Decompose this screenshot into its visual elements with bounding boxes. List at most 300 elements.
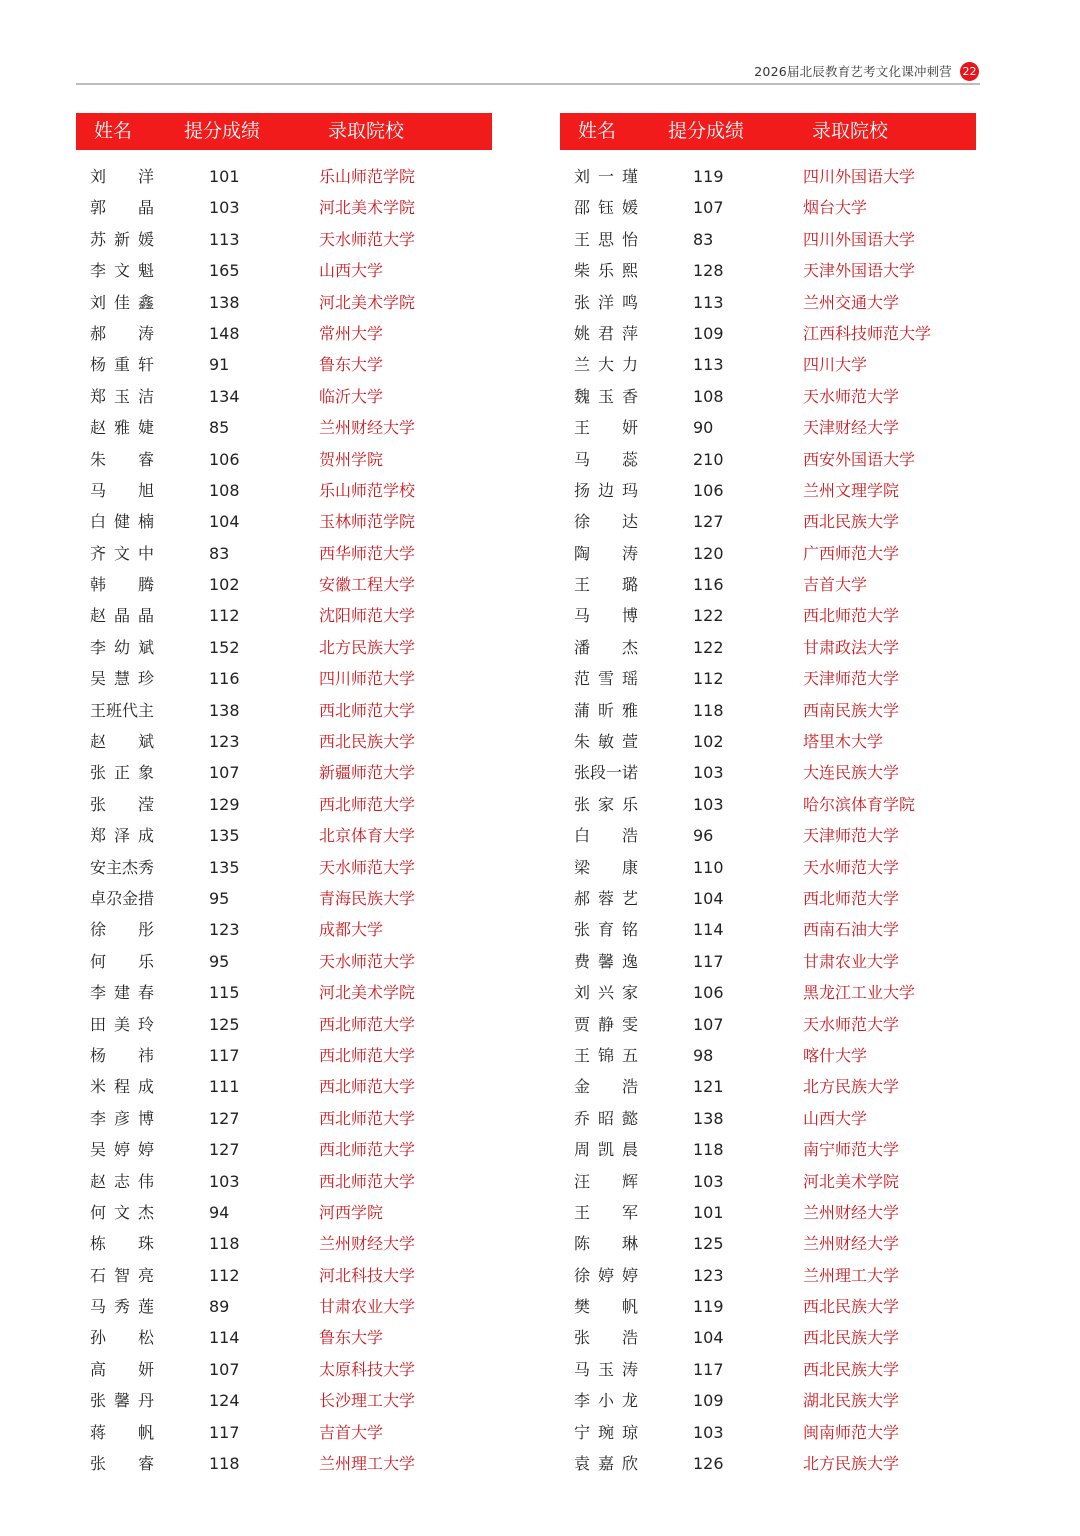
school-name: 青海民族大学 — [319, 888, 416, 908]
student-name: 徐 彤 — [90, 920, 154, 940]
student-name: 赵 斌 — [90, 732, 154, 752]
score-value: 119 — [693, 1297, 724, 1317]
school-name: 天津财经大学 — [803, 418, 900, 438]
school-name: 兰州财经大学 — [319, 418, 416, 438]
student-name: 徐 达 — [574, 512, 638, 532]
student-name: 郝 蓉 艺 — [574, 888, 638, 908]
table-row — [560, 600, 976, 631]
table-row — [76, 1354, 492, 1385]
table-row — [76, 1040, 492, 1071]
table-row — [560, 1417, 976, 1448]
student-name: 乔 昭 懿 — [574, 1108, 638, 1128]
student-name: 郑 玉 洁 — [90, 386, 154, 406]
school-name: 玉林师范学院 — [319, 512, 416, 532]
school-name: 河西学院 — [319, 1202, 384, 1222]
table-row — [560, 977, 976, 1008]
table-row — [76, 412, 492, 443]
school-name: 黑龙江工业大学 — [803, 983, 916, 1003]
score-value: 103 — [693, 1171, 724, 1191]
student-name: 王 妍 — [574, 418, 638, 438]
score-value: 117 — [209, 1422, 240, 1442]
school-name: 山西大学 — [803, 1108, 868, 1128]
table-row — [560, 914, 976, 945]
school-name: 塔里木大学 — [803, 732, 884, 752]
school-name: 大连民族大学 — [803, 763, 900, 783]
school-name: 西北师范大学 — [319, 794, 416, 814]
table-row — [76, 1009, 492, 1040]
student-name: 苏 新 媛 — [90, 229, 154, 249]
score-value: 123 — [693, 1265, 724, 1285]
student-name: 汪 辉 — [574, 1171, 638, 1191]
school-name: 吉首大学 — [803, 575, 868, 595]
school-name: 西北师范大学 — [319, 1045, 416, 1065]
score-value: 127 — [693, 512, 724, 532]
table-row — [560, 1103, 976, 1134]
school-name: 太原科技大学 — [319, 1359, 416, 1379]
table-row — [76, 444, 492, 475]
score-value: 91 — [209, 355, 230, 375]
student-name: 马 蕊 — [574, 449, 638, 469]
student-name: 张 育 铭 — [574, 920, 638, 940]
student-name: 韩 腾 — [90, 575, 154, 595]
school-name: 天水师范大学 — [803, 857, 900, 877]
school-name: 西北师范大学 — [319, 1014, 416, 1034]
score-value: 103 — [209, 1171, 240, 1191]
score-value: 127 — [209, 1108, 240, 1128]
school-name: 西北师范大学 — [319, 1108, 416, 1128]
school-name: 河北美术学院 — [319, 983, 416, 1003]
table-row — [560, 538, 976, 569]
student-name: 郭 晶 — [90, 198, 154, 218]
school-name: 兰州理工大学 — [803, 1265, 900, 1285]
table-row — [560, 1166, 976, 1197]
table-row — [76, 255, 492, 286]
school-name: 四川大学 — [803, 355, 868, 375]
school-name: 四川外国语大学 — [803, 167, 916, 186]
student-name: 刘 一 瑾 — [574, 167, 638, 186]
school-name: 西北师范大学 — [803, 888, 900, 908]
student-name: 李 文 魁 — [90, 261, 154, 281]
student-name: 赵 雅 婕 — [90, 418, 154, 438]
table-row — [76, 318, 492, 349]
student-name: 邵 钰 媛 — [574, 198, 638, 218]
student-name: 石 智 亮 — [90, 1265, 154, 1285]
table-row — [560, 1071, 976, 1102]
table-row — [560, 349, 976, 380]
score-value: 113 — [693, 355, 724, 375]
student-name: 赵 志 伟 — [90, 1171, 154, 1191]
school-name: 甘肃政法大学 — [803, 637, 900, 657]
school-name: 河北美术学院 — [319, 198, 416, 218]
school-name: 天津师范大学 — [803, 826, 900, 846]
school-name: 新疆师范大学 — [319, 763, 416, 783]
school-name: 西南石油大学 — [803, 920, 900, 940]
score-value: 118 — [209, 1454, 240, 1474]
table-row — [76, 161, 492, 192]
score-value: 107 — [209, 763, 240, 783]
table-row — [560, 820, 976, 851]
right-admission-table — [560, 113, 976, 1479]
score-value: 126 — [693, 1454, 724, 1474]
student-name: 白 健 楠 — [90, 512, 154, 532]
school-name: 烟台大学 — [803, 198, 868, 218]
score-value: 124 — [209, 1391, 240, 1411]
student-name: 马 旭 — [90, 480, 154, 500]
student-name: 张 睿 — [90, 1454, 154, 1474]
score-value: 118 — [693, 700, 724, 720]
school-name: 鲁东大学 — [319, 355, 384, 375]
school-name: 西北师范大学 — [319, 1077, 416, 1097]
score-value: 106 — [693, 983, 724, 1003]
table-row — [560, 789, 976, 820]
score-value: 127 — [209, 1140, 240, 1160]
school-name: 西南民族大学 — [803, 700, 900, 720]
student-name: 郑 泽 成 — [90, 826, 154, 846]
student-name: 蒲 昕 雅 — [574, 700, 638, 720]
score-value: 112 — [693, 669, 724, 689]
table-row — [76, 600, 492, 631]
score-value: 104 — [209, 512, 240, 532]
school-name: 江西科技师范大学 — [803, 323, 932, 343]
score-value: 108 — [209, 480, 240, 500]
table-row — [76, 538, 492, 569]
score-value: 125 — [209, 1014, 240, 1034]
school-name: 河北美术学院 — [319, 292, 416, 312]
student-name: 柴 乐 熙 — [574, 261, 638, 281]
score-value: 95 — [209, 951, 230, 971]
table-row — [76, 1103, 492, 1134]
table-row — [560, 569, 976, 600]
table-row — [76, 977, 492, 1008]
school-name: 常州大学 — [319, 323, 384, 343]
school-name: 鲁东大学 — [319, 1328, 384, 1348]
table-row — [76, 224, 492, 255]
table-row — [76, 1166, 492, 1197]
school-name: 闽南师范大学 — [803, 1422, 900, 1442]
table-row — [76, 663, 492, 694]
student-name: 王 璐 — [574, 575, 638, 595]
school-name: 兰州财经大学 — [803, 1234, 900, 1254]
table-row — [76, 695, 492, 726]
student-name: 王班代主 — [90, 700, 155, 720]
table-row — [76, 632, 492, 663]
school-name: 河北美术学院 — [803, 1171, 900, 1191]
header-name: 姓名 — [94, 120, 133, 142]
student-name: 吴 婷 婷 — [90, 1140, 154, 1160]
table-row — [76, 1385, 492, 1416]
student-name: 王 军 — [574, 1202, 638, 1222]
score-value: 115 — [209, 983, 240, 1003]
school-name: 西北民族大学 — [803, 1328, 900, 1348]
student-name: 张 洋 鸣 — [574, 292, 638, 312]
student-name: 宁 琬 琼 — [574, 1422, 638, 1442]
table-row — [76, 1134, 492, 1165]
score-value: 117 — [209, 1045, 240, 1065]
table-row — [76, 475, 492, 506]
student-name: 扬 边 玛 — [574, 480, 638, 500]
student-name: 张 家 乐 — [574, 794, 638, 814]
student-name: 朱 敏 萱 — [574, 732, 638, 752]
student-name: 李 彦 博 — [90, 1108, 154, 1128]
score-value: 102 — [693, 732, 724, 752]
table-row — [560, 1040, 976, 1071]
student-name: 何 文 杰 — [90, 1202, 154, 1222]
table-row — [560, 1228, 976, 1259]
student-name: 李 幼 斌 — [90, 637, 154, 657]
score-value: 111 — [209, 1077, 240, 1097]
school-name: 临沂大学 — [319, 386, 384, 406]
score-value: 112 — [209, 606, 240, 626]
student-name: 刘 佳 鑫 — [90, 292, 154, 312]
table-row — [76, 914, 492, 945]
school-name: 沈阳师范大学 — [319, 606, 416, 626]
school-name: 天水师范大学 — [803, 1014, 900, 1034]
table-row — [76, 1197, 492, 1228]
school-name: 兰州交通大学 — [803, 292, 900, 312]
table-body — [76, 161, 492, 1479]
school-name: 西北民族大学 — [319, 732, 416, 752]
table-row — [76, 192, 492, 223]
school-name: 天水师范大学 — [319, 229, 416, 249]
student-name: 高 妍 — [90, 1359, 154, 1379]
score-value: 117 — [693, 1359, 724, 1379]
student-name: 朱 睿 — [90, 449, 154, 469]
table-row — [76, 287, 492, 318]
header-score: 提分成绩 — [184, 120, 261, 142]
score-value: 123 — [209, 920, 240, 940]
table-row — [560, 852, 976, 883]
school-name: 吉首大学 — [319, 1422, 384, 1442]
score-value: 104 — [693, 888, 724, 908]
score-value: 129 — [209, 794, 240, 814]
student-name: 齐 文 中 — [90, 543, 154, 563]
school-name: 天水师范大学 — [319, 857, 416, 877]
table-row — [560, 381, 976, 412]
student-name: 何 乐 — [90, 951, 154, 971]
school-name: 天水师范大学 — [803, 386, 900, 406]
school-name: 西安外国语大学 — [803, 449, 916, 469]
school-name: 北方民族大学 — [803, 1077, 900, 1097]
score-value: 90 — [693, 418, 714, 438]
table-row — [560, 412, 976, 443]
student-name: 安主杰秀 — [90, 857, 155, 877]
score-value: 118 — [209, 1234, 240, 1254]
score-value: 135 — [209, 857, 240, 877]
student-name: 范 雪 瑶 — [574, 669, 638, 689]
table-row — [76, 726, 492, 757]
score-value: 114 — [209, 1328, 240, 1348]
table-row — [560, 287, 976, 318]
table-row — [560, 757, 976, 788]
header-score: 提分成绩 — [668, 120, 745, 142]
school-name: 北京体育大学 — [319, 826, 416, 846]
score-value: 210 — [693, 449, 724, 469]
school-name: 兰州财经大学 — [803, 1202, 900, 1222]
page-number-badge: 22 — [960, 62, 979, 81]
table-row — [76, 1448, 492, 1479]
table-row — [76, 1417, 492, 1448]
student-name: 马 博 — [574, 606, 638, 626]
school-name: 贺州学院 — [319, 449, 384, 469]
table-row — [76, 883, 492, 914]
score-value: 148 — [209, 323, 240, 343]
student-name: 贾 静 雯 — [574, 1014, 638, 1034]
score-value: 123 — [209, 732, 240, 752]
score-value: 94 — [209, 1202, 230, 1222]
table-row — [560, 1197, 976, 1228]
student-name: 杨 重 轩 — [90, 355, 154, 375]
table-row — [76, 569, 492, 600]
table-row — [76, 381, 492, 412]
table-row — [560, 883, 976, 914]
table-row — [76, 789, 492, 820]
school-name: 西北师范大学 — [319, 1171, 416, 1191]
score-value: 110 — [693, 857, 724, 877]
table-row — [560, 1448, 976, 1479]
score-value: 113 — [693, 292, 724, 312]
student-name: 徐 婷 婷 — [574, 1265, 638, 1285]
score-value: 89 — [209, 1297, 230, 1317]
score-value: 107 — [693, 1014, 724, 1034]
student-name: 周 凯 晨 — [574, 1140, 638, 1160]
student-name: 姚 君 萍 — [574, 323, 638, 343]
table-row — [76, 349, 492, 380]
student-name: 李 小 龙 — [574, 1391, 638, 1411]
table-row — [560, 1354, 976, 1385]
score-value: 104 — [693, 1328, 724, 1348]
table-row — [76, 1322, 492, 1353]
score-value: 107 — [693, 198, 724, 218]
student-name: 赵 晶 晶 — [90, 606, 154, 626]
score-value: 109 — [693, 1391, 724, 1411]
student-name: 陈 琳 — [574, 1234, 638, 1254]
table-row — [560, 255, 976, 286]
student-name: 袁 嘉 欣 — [574, 1454, 638, 1474]
student-name: 金 浩 — [574, 1077, 638, 1097]
school-name: 哈尔滨体育学院 — [803, 794, 916, 814]
school-name: 西北师范大学 — [803, 606, 900, 626]
student-name: 樊 帆 — [574, 1297, 638, 1317]
school-name: 湖北民族大学 — [803, 1391, 900, 1411]
score-value: 165 — [209, 261, 240, 281]
student-name: 蒋 帆 — [90, 1422, 154, 1442]
table-header — [560, 113, 976, 150]
score-value: 152 — [209, 637, 240, 657]
student-name: 吴 慧 珍 — [90, 669, 154, 689]
student-name: 刘 兴 家 — [574, 983, 638, 1003]
school-name: 河北科技大学 — [319, 1265, 416, 1285]
student-name: 米 程 成 — [90, 1077, 154, 1097]
table-row — [76, 506, 492, 537]
table-row — [76, 1228, 492, 1259]
table-row — [560, 1009, 976, 1040]
score-value: 109 — [693, 323, 724, 343]
score-value: 135 — [209, 826, 240, 846]
student-name: 张 正 象 — [90, 763, 154, 783]
header-school: 录取院校 — [328, 120, 405, 142]
score-value: 114 — [693, 920, 724, 940]
table-body — [560, 161, 976, 1479]
school-name: 天水师范大学 — [319, 951, 416, 971]
school-name: 西北民族大学 — [803, 1297, 900, 1317]
table-row — [560, 1260, 976, 1291]
table-row — [560, 475, 976, 506]
score-value: 101 — [693, 1202, 724, 1222]
student-name: 兰 大 力 — [574, 355, 638, 375]
score-value: 113 — [209, 229, 240, 249]
header-school: 录取院校 — [812, 120, 889, 142]
score-value: 117 — [693, 951, 724, 971]
header-name: 姓名 — [578, 120, 617, 142]
score-value: 128 — [693, 261, 724, 281]
score-value: 116 — [209, 669, 240, 689]
school-name: 南宁师范大学 — [803, 1140, 900, 1160]
score-value: 108 — [693, 386, 724, 406]
score-value: 101 — [209, 167, 240, 186]
school-name: 成都大学 — [319, 920, 384, 940]
score-value: 85 — [209, 418, 230, 438]
table-row — [560, 318, 976, 349]
table-row — [560, 726, 976, 757]
table-row — [560, 1385, 976, 1416]
score-value: 120 — [693, 543, 724, 563]
school-name: 喀什大学 — [803, 1045, 868, 1065]
student-name: 白 浩 — [574, 826, 638, 846]
student-name: 张 滢 — [90, 794, 154, 814]
score-value: 121 — [693, 1077, 724, 1097]
school-name: 安徽工程大学 — [319, 575, 416, 595]
score-value: 98 — [693, 1045, 714, 1065]
student-name: 张段一诺 — [574, 763, 639, 783]
school-name: 北方民族大学 — [803, 1454, 900, 1474]
table-row — [560, 1291, 976, 1322]
school-name: 天津师范大学 — [803, 669, 900, 689]
table-row — [76, 757, 492, 788]
score-value: 103 — [209, 198, 240, 218]
student-name: 栋 珠 — [90, 1234, 154, 1254]
student-name: 王 锦 五 — [574, 1045, 638, 1065]
table-row — [76, 852, 492, 883]
score-value: 138 — [209, 292, 240, 312]
table-row — [76, 946, 492, 977]
score-value: 103 — [693, 1422, 724, 1442]
student-name: 陶 涛 — [574, 543, 638, 563]
school-name: 长沙理工大学 — [319, 1391, 416, 1411]
table-row — [560, 192, 976, 223]
student-name: 杨 祎 — [90, 1045, 154, 1065]
student-name: 张 馨 丹 — [90, 1391, 154, 1411]
school-name: 西北师范大学 — [319, 700, 416, 720]
score-value: 138 — [209, 700, 240, 720]
school-name: 乐山师范学校 — [319, 480, 416, 500]
table-row — [76, 1260, 492, 1291]
score-value: 112 — [209, 1265, 240, 1285]
school-name: 四川外国语大学 — [803, 229, 916, 249]
header-divider — [76, 83, 980, 85]
school-name: 北方民族大学 — [319, 637, 416, 657]
score-value: 103 — [693, 794, 724, 814]
student-name: 孙 松 — [90, 1328, 154, 1348]
student-name: 马 玉 涛 — [574, 1359, 638, 1379]
score-value: 106 — [209, 449, 240, 469]
school-name: 西华师范大学 — [319, 543, 416, 563]
student-name: 王 思 怡 — [574, 229, 638, 249]
student-name: 李 建 春 — [90, 983, 154, 1003]
table-row — [76, 1291, 492, 1322]
school-name: 乐山师范学院 — [319, 167, 416, 186]
table-row — [560, 444, 976, 475]
score-value: 119 — [693, 167, 724, 186]
